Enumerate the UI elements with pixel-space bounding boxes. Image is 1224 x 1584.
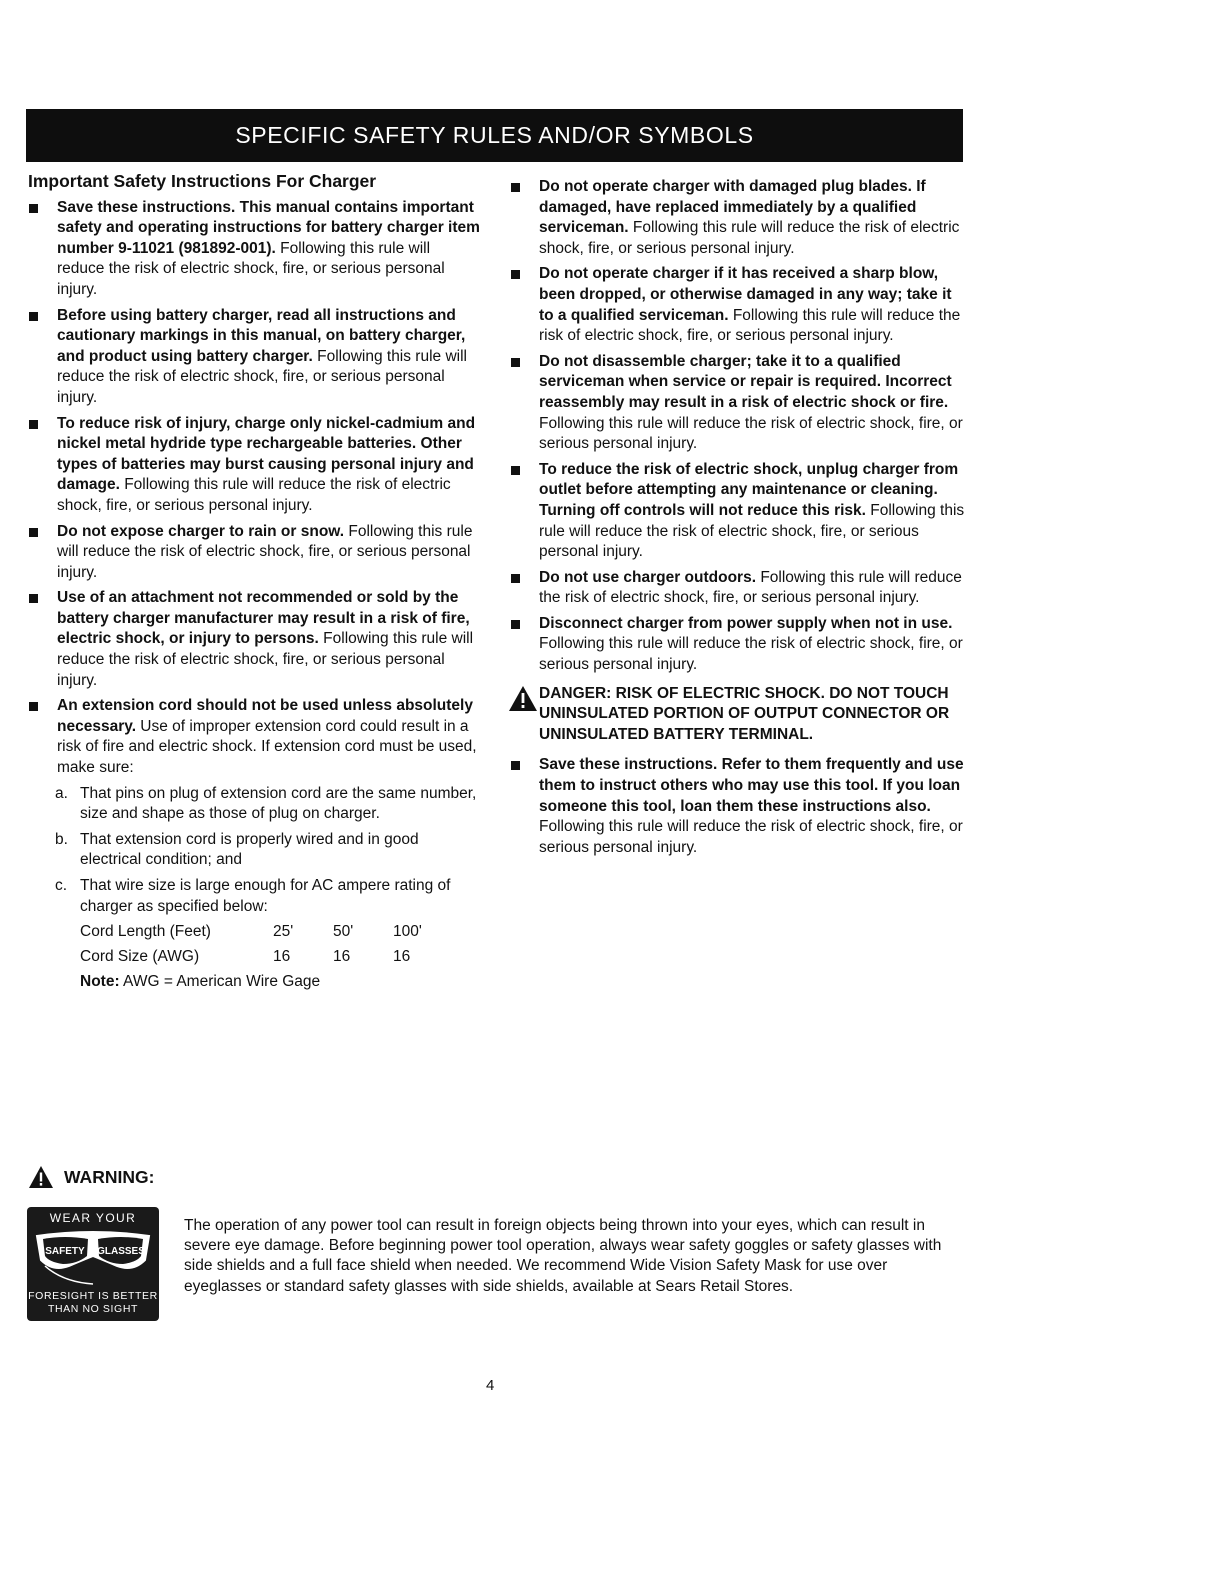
badge-bottom-line: THAN NO SIGHT [47,1303,139,1315]
rule-text: Following this rule will reduce the risk of electric shock, fire, or serious personal injury. [539,635,963,674]
left-column [28,171,480,993]
rule-text: Following this rule will reduce the risk of electric shock, fire, or serious personal injury. [539,219,960,257]
rule-item [28,198,480,301]
rule-text: Following this rule will reduce the risk of electric shock, fire, or serious personal injury. [57,630,474,689]
sub-item-text: That wire size is large enough for AC ampere rating of charger as specified below: [80,877,451,915]
safety-glasses-badge [27,1207,159,1321]
right-column [510,177,965,863]
warning-triangle-icon [28,1165,54,1189]
page-number: 4 [486,1377,495,1394]
badge-bottom-line: FORESIGHT IS BETTER [28,1290,158,1302]
rule-bold-text: Do not operate charger if it has received a sharp blow, been dropped, or otherwise damaged in any way; take it to a qualified serviceman. [539,265,952,324]
table-row [80,946,422,971]
square-bullet-icon [29,420,38,429]
rule-item [510,755,965,858]
rule-item [28,522,480,584]
badge-top-text: WEAR YOUR [49,1211,137,1225]
rule-bold-text: Before using battery charger, read all instructions and cautionary markings in this manual, on battery charger, and product using battery charger. [57,306,466,365]
sub-item-text: That extension cord is properly wired and in good electrical condition; and [80,830,419,869]
table-cell: 50' [333,923,354,941]
safety-glasses-icon [33,1226,153,1288]
square-bullet-icon [29,312,38,321]
square-bullet-icon [29,204,38,213]
badge-lens-left-text: SAFETY [45,1246,85,1257]
rule-text: Following this rule will reduce the risk of electric shock, fire, or serious personal injury. [539,501,965,561]
square-bullet-icon [29,528,38,537]
table-row [80,921,422,946]
table-cell: 16 [273,947,291,965]
rule-bold-text: Save these instructions. This manual contains important safety and operating instructions for battery charger item number 9-11021 (981892-001). [57,198,480,257]
cord-size-table [80,921,422,970]
rule-item [510,264,965,346]
table-cell: 16 [393,947,411,965]
rule-text: Following this rule will reduce the risk of electric shock, fire, or serious personal injury. [57,522,473,581]
charger-instructions-heading: Important Safety Instructions For Charger [28,171,377,191]
square-bullet-icon [29,702,38,711]
rule-text: Following this rule will reduce the risk of electric shock, fire, or serious personal injury. [539,306,961,345]
sub-item-text: That pins on plug of extension cord are the same number, size and shape as those of plug on charger. [80,784,477,823]
sub-item [28,784,480,825]
danger-text: DANGER: RISK OF ELECTRIC SHOCK. DO NOT TOUCH UNINSULATED PORTION OF OUTPUT CONNECTOR OR UNINSULATED BATTERY TERMINAL. [539,684,950,743]
rule-bold-text: Do not expose charger to rain or snow. [57,522,345,540]
rule-text: Following this rule will reduce the risk of electric shock, fire, or serious personal injury. [539,568,962,607]
square-bullet-icon [511,183,520,192]
sub-item [28,876,480,917]
rule-item [510,614,965,676]
danger-notice [510,684,965,746]
rule-item [510,460,965,563]
rule-bold-text: Save these instructions. Refer to them frequently and use them to instruct others who may use this tool. If you loan someone this tool, loan them these instructions also. [539,756,964,815]
badge-bottom-text [27,1290,159,1316]
sub-item [28,830,480,871]
table-cell: Cord Size (AWG) [80,947,200,965]
rule-bold-text: Do not use charger outdoors. [539,568,757,586]
section-header [26,109,963,162]
rule-item [510,177,965,259]
table-cell: 16 [333,947,351,965]
note-text: AWG = American Wire Gage [119,973,321,991]
square-bullet-icon [511,270,520,279]
badge-lens-right-text: GLASSES [97,1246,145,1257]
rule-bold-text: To reduce the risk of electric shock, unplug charger from outlet before attempting any maintenance or cleaning. Turning off controls will not reduce this risk. [539,460,959,519]
square-bullet-icon [511,466,520,475]
sub-item-letter: c. [55,877,68,894]
rule-bold-text: To reduce risk of injury, charge only nickel-cadmium and nickel metal hydride type rechargeable batteries. Other types of batteries may burst causing personal injury and damage. [57,414,476,494]
table-cell: 100' [393,923,422,941]
table-cell: Cord Length (Feet) [80,923,211,941]
warning-title-text: WARNING: [64,1166,155,1187]
rule-item [510,568,965,609]
square-bullet-icon [511,761,520,770]
rule-item [28,306,480,409]
section-title: SPECIFIC SAFETY RULES AND/OR SYMBOLS [235,122,754,148]
rule-text: Use of improper extension cord could result in a risk of fire and electric shock. If extension cord must be used, make sure: [57,717,477,777]
table-cell: 25' [273,923,294,941]
sub-item-letter: b. [55,830,68,848]
rule-item [28,696,480,778]
rule-text: Following this rule will reduce the risk of electric shock, fire, or serious personal injury. [57,347,467,406]
rule-item [28,414,480,517]
warning-body-text: The operation of any power tool can result in foreign objects being thrown into your eyes, which can result in severe eye damage. Before beginning power tool operation, always wear safety goggles or safety glasses with side shields and a full face shield when needed. We recommend Wide Vision Safety Mask for use over eyeglasses or standard safety glasses with side shields, available at Sears Retail Stores. [184,1217,942,1295]
square-bullet-icon [511,620,520,629]
rule-bold-text: Do not disassemble charger; take it to a qualified serviceman when service or repair is required. Incorrect reassembly may result in a risk of electric shock or fire. [539,352,952,411]
awg-note [28,972,480,993]
rule-bold-text: Use of an attachment not recommended or sold by the battery charger manufacturer may result in a risk of fire, electric shock, or injury to persons. [57,589,470,648]
rule-text: Following this rule will reduce the risk of electric shock, fire, or serious personal injury. [57,476,451,514]
rule-bold-text: Do not operate charger with damaged plug blades. If damaged, have replaced immediately by a qualified serviceman. [539,178,926,237]
warning-heading [28,1165,154,1189]
square-bullet-icon [511,574,520,583]
sub-item-letter: a. [55,784,68,802]
rule-item [28,588,480,691]
rule-text: Following this rule will reduce the risk of electric shock, fire, or serious personal injury. [539,818,963,856]
rule-text: Following this rule will reduce the risk of electric shock, fire, or serious personal injury. [57,239,445,298]
rule-text: Following this rule will reduce the risk of electric shock, fire, or serious personal injury. [539,414,963,453]
rule-bold-text: Disconnect charger from power supply when not in use. [539,614,953,632]
warning-triangle-icon [508,684,538,712]
note-label: Note: [80,973,120,991]
rule-bold-text: An extension cord should not be used unless absolutely necessary. [57,697,473,735]
square-bullet-icon [511,358,520,367]
rule-item [510,352,965,455]
square-bullet-icon [29,594,38,603]
